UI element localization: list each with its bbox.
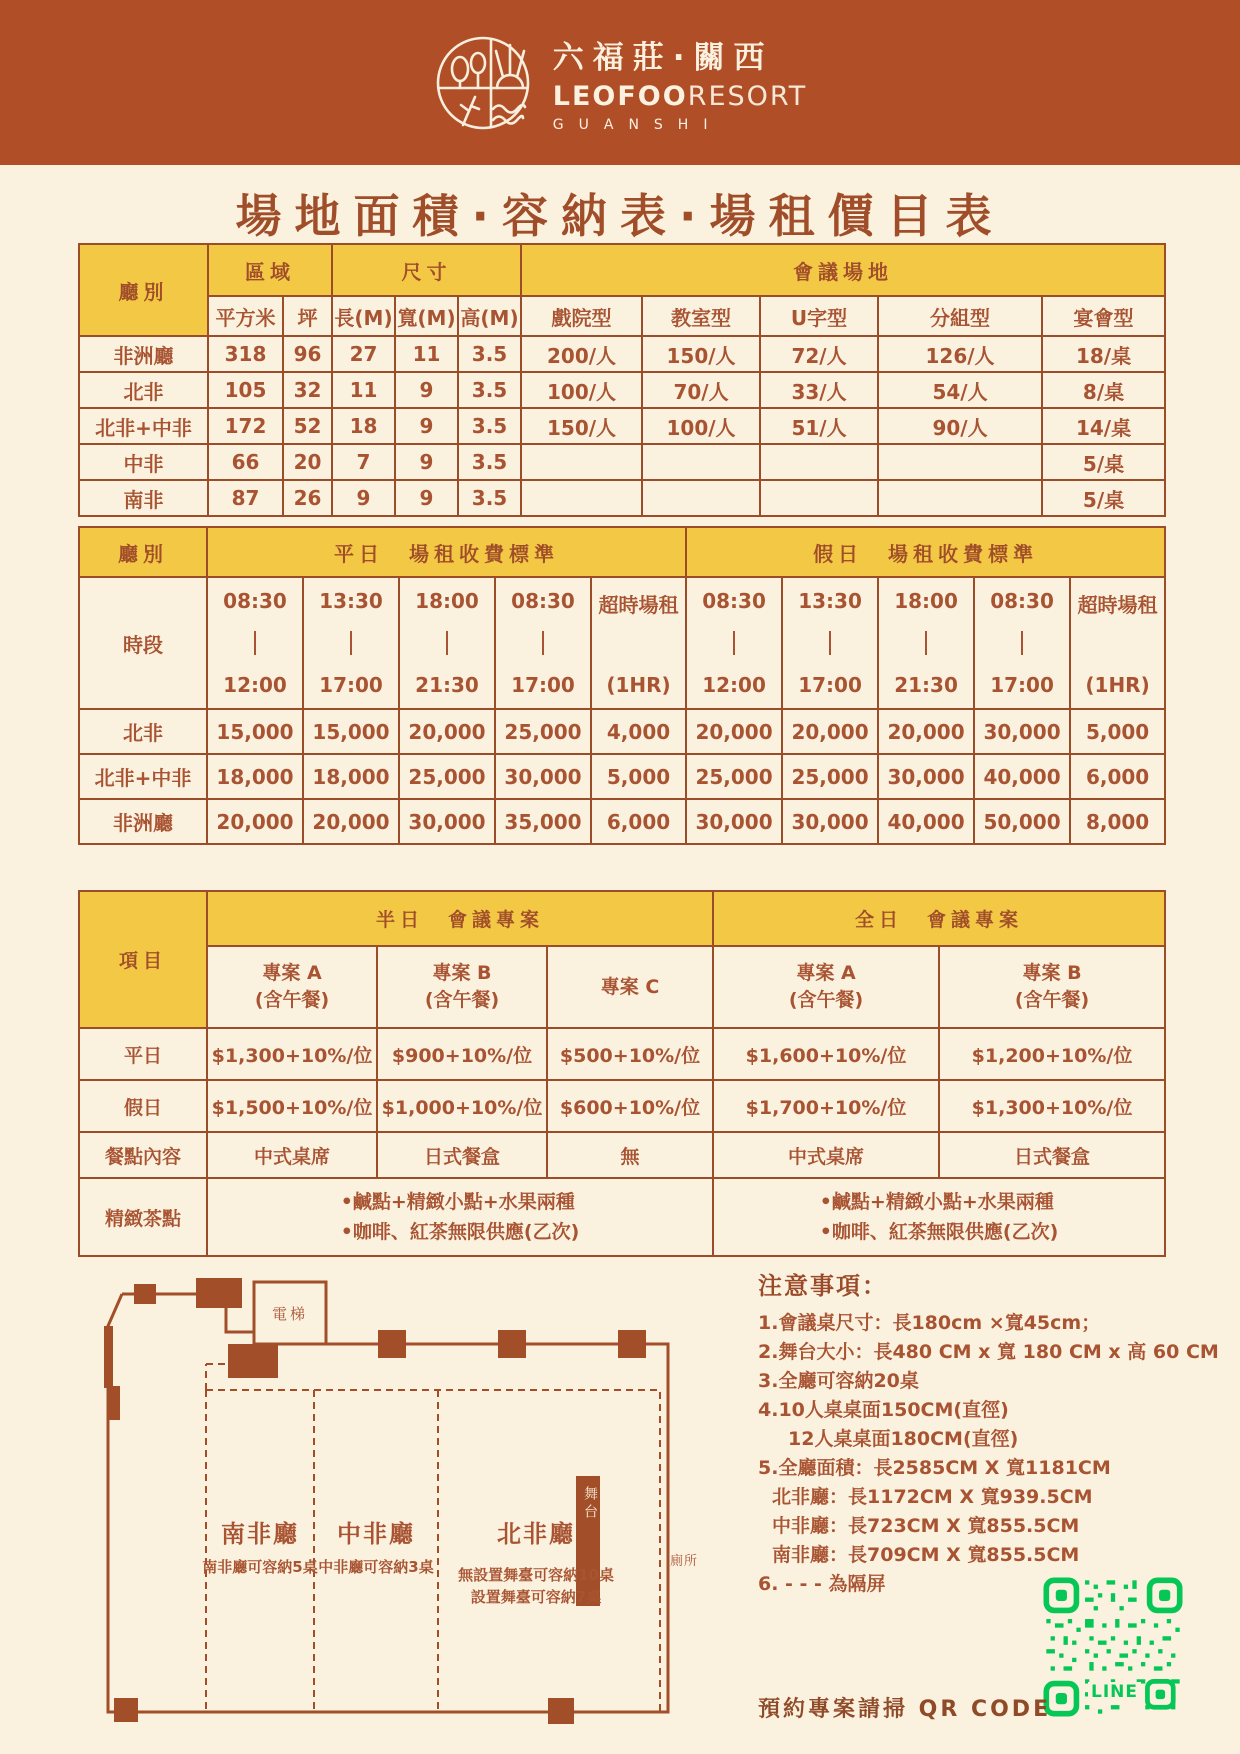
table-cell: 27 <box>332 336 395 372</box>
table-cell: 32 <box>283 372 332 408</box>
plan-header <box>547 946 713 1028</box>
table-cell: 18,000 <box>303 754 399 799</box>
table-cell: 150/人 <box>642 336 760 372</box>
tea-line: •鹹點+精緻小點+水果兩種 <box>819 1191 1054 1213</box>
table-cell: 5,000 <box>1070 709 1165 754</box>
note-item: 4.10人桌桌面150CM(直徑) <box>758 1399 1009 1421</box>
table-cell: 3.5 <box>458 408 521 444</box>
row-label: 假日 <box>79 1080 207 1132</box>
note-item: 3.全廳可容納20桌 <box>758 1370 919 1392</box>
table-cell: $600+10%/位 <box>547 1080 713 1132</box>
slot-end: 21:30 <box>415 673 479 697</box>
column-header: 教室型 <box>642 296 760 336</box>
capacity-hall-header: 廳別 <box>79 244 208 336</box>
note-item: 12人桌桌面180CM(直徑) <box>788 1428 1019 1450</box>
table-cell: 日式餐盒 <box>377 1132 547 1178</box>
resort-logo <box>433 32 807 133</box>
plan-header <box>207 946 377 1028</box>
row-label: 平日 <box>79 1028 207 1080</box>
table-cell: 30,000 <box>495 754 591 799</box>
resort-name-en <box>553 81 807 112</box>
table-cell: 25,000 <box>495 709 591 754</box>
column-header: 平方米 <box>208 296 283 336</box>
slot-end: 21:30 <box>894 673 958 697</box>
table-cell: 9 <box>395 444 458 480</box>
capacity-group-area: 區域 <box>208 244 332 296</box>
table-cell <box>760 444 878 480</box>
row-label: 北非+中非 <box>79 408 208 444</box>
rental-hall-header: 廳別 <box>79 527 207 577</box>
rental-fee-table <box>78 526 1166 845</box>
room-north-africa-capacity-2: 設置舞臺可容納7桌 <box>470 1588 602 1606</box>
notes-title: 注意事項： <box>758 1272 888 1300</box>
plan-note: (含午餐) <box>788 989 864 1011</box>
table-cell: 20,000 <box>878 709 974 754</box>
table-cell: 5,000 <box>591 754 686 799</box>
table-cell: 15,000 <box>303 709 399 754</box>
resort-name-en-light: RESORT <box>687 81 808 112</box>
table-cell: 11 <box>332 372 395 408</box>
table-cell: 50,000 <box>974 799 1070 844</box>
row-label: 非洲廳 <box>79 336 208 372</box>
table-cell: 40,000 <box>974 754 1070 799</box>
table-cell: 9 <box>395 372 458 408</box>
table-cell: 33/人 <box>760 372 878 408</box>
table-cell: 105 <box>208 372 283 408</box>
table-row <box>79 1178 1165 1256</box>
table-cell: 無 <box>547 1132 713 1178</box>
table-cell: 3.5 <box>458 480 521 516</box>
row-label: 餐點內容 <box>79 1132 207 1178</box>
booking-cta: 預約專案請掃 QR CODE <box>758 1697 1052 1722</box>
table-row <box>79 408 1165 444</box>
table-cell: 35,000 <box>495 799 591 844</box>
table-cell: 172 <box>208 408 283 444</box>
slot-divider <box>350 631 352 655</box>
slot-end: 12:00 <box>702 673 766 697</box>
slot-end: 12:00 <box>223 673 287 697</box>
slot-start: 13:30 <box>319 589 383 613</box>
table-cell: 200/人 <box>521 336 642 372</box>
slot-start: 18:00 <box>894 589 958 613</box>
time-slot <box>878 577 974 709</box>
table-row <box>79 372 1165 408</box>
capacity-group-meeting: 會議場地 <box>521 244 1165 296</box>
table-cell: 9 <box>395 480 458 516</box>
table-cell: 90/人 <box>878 408 1042 444</box>
slot-start: 08:30 <box>990 589 1054 613</box>
table-row <box>79 336 1165 372</box>
plan-header <box>377 946 547 1028</box>
table-cell: 52 <box>283 408 332 444</box>
table-cell <box>642 480 760 516</box>
plan-name: 專案 B <box>1022 962 1082 984</box>
capacity-group-size: 尺寸 <box>332 244 521 296</box>
row-label: 中非 <box>79 444 208 480</box>
row-label: 北非 <box>79 709 207 754</box>
overtime-top: 超時場租 <box>598 593 679 617</box>
time-slot <box>782 577 878 709</box>
table-cell: 70/人 <box>642 372 760 408</box>
table-cell: 25,000 <box>686 754 782 799</box>
room-central-africa: 中非廳 <box>337 1520 415 1548</box>
table-cell <box>878 480 1042 516</box>
table-cell: 中式桌席 <box>207 1132 377 1178</box>
table-cell <box>521 480 642 516</box>
table-row <box>79 709 1165 754</box>
elevator-label: 電梯 <box>271 1304 308 1323</box>
table-cell: 25,000 <box>399 754 495 799</box>
table-cell <box>642 444 760 480</box>
table-cell: $1,300+10%/位 <box>207 1028 377 1080</box>
table-cell: 18/桌 <box>1042 336 1165 372</box>
table-cell <box>521 444 642 480</box>
tea-line: •咖啡、紅茶無限供應(乙次) <box>340 1221 580 1243</box>
column-header: 長(M) <box>332 296 395 336</box>
table-cell: 9 <box>395 408 458 444</box>
header-band <box>0 0 1240 165</box>
table-cell: 100/人 <box>642 408 760 444</box>
room-north-africa: 北非廳 <box>497 1520 575 1548</box>
slot-start: 08:30 <box>511 589 575 613</box>
slot-end: 17:00 <box>798 673 862 697</box>
table-cell: 8,000 <box>1070 799 1165 844</box>
room-central-africa-capacity: 中非廳可容納3桌 <box>318 1558 434 1576</box>
table-row <box>79 1080 1165 1132</box>
table-cell: $1,500+10%/位 <box>207 1080 377 1132</box>
column-header: 高(M) <box>458 296 521 336</box>
room-south-africa: 南非廳 <box>221 1520 299 1548</box>
slot-end: 17:00 <box>319 673 383 697</box>
overtime-header <box>1070 577 1165 709</box>
note-item: 5.全廳面積：長2585CM X 寬1181CM <box>758 1457 1111 1479</box>
table-cell: 72/人 <box>760 336 878 372</box>
table-cell: 7 <box>332 444 395 480</box>
slot-divider <box>1021 631 1023 655</box>
table-cell: 20,000 <box>399 709 495 754</box>
tea-line: •咖啡、紅茶無限供應(乙次) <box>819 1221 1059 1243</box>
table-cell: 9 <box>332 480 395 516</box>
slot-start: 08:30 <box>702 589 766 613</box>
overtime-header <box>591 577 686 709</box>
table-cell: 51/人 <box>760 408 878 444</box>
item-header: 項目 <box>79 891 207 1028</box>
tea-detail-halfday <box>207 1178 713 1256</box>
overtime-bottom: (1HR) <box>606 673 671 697</box>
slot-divider <box>829 631 831 655</box>
table-cell: 11 <box>395 336 458 372</box>
note-item: 1.會議桌尺寸：長180cm ×寬45cm； <box>758 1312 1101 1334</box>
table-cell: $1,700+10%/位 <box>713 1080 939 1132</box>
column-header: U字型 <box>760 296 878 336</box>
column-header: 寬(M) <box>395 296 458 336</box>
page-title: 場地面積·容納表·場租價目表 <box>235 189 1005 243</box>
floor-plan <box>78 1268 738 1738</box>
table-cell: 15,000 <box>207 709 303 754</box>
table-cell <box>760 480 878 516</box>
line-qr-code <box>1042 1576 1184 1718</box>
time-slot <box>495 577 591 709</box>
table-cell: 20,000 <box>207 799 303 844</box>
table-cell: 30,000 <box>974 709 1070 754</box>
table-row <box>79 1028 1165 1080</box>
table-cell: 5/桌 <box>1042 444 1165 480</box>
table-cell: 6,000 <box>1070 754 1165 799</box>
resort-logo-text <box>553 32 807 133</box>
slot-divider <box>925 631 927 655</box>
time-slot <box>303 577 399 709</box>
overtime-bottom: (1HR) <box>1085 673 1150 697</box>
time-slot <box>686 577 782 709</box>
weekend-header: 假日 場租收費標準 <box>686 527 1165 577</box>
resort-logo-icon <box>433 33 533 133</box>
table-cell: 20,000 <box>303 799 399 844</box>
note-item: 南非廳：長709CM X 寬855.5CM <box>772 1544 1080 1566</box>
stage-label: 舞台 <box>582 1486 598 1522</box>
table-cell: 3.5 <box>458 372 521 408</box>
tea-line: •鹹點+精緻小點+水果兩種 <box>340 1191 575 1213</box>
plan-name: 專案 B <box>432 962 492 984</box>
column-header: 宴會型 <box>1042 296 1165 336</box>
table-cell: 6,000 <box>591 799 686 844</box>
table-cell: 87 <box>208 480 283 516</box>
column-header: 分組型 <box>878 296 1042 336</box>
table-cell: 18 <box>332 408 395 444</box>
table-cell: 20,000 <box>782 709 878 754</box>
column-header: 坪 <box>283 296 332 336</box>
table-cell: 100/人 <box>521 372 642 408</box>
overtime-top: 超時場租 <box>1077 593 1158 617</box>
table-cell: 20 <box>283 444 332 480</box>
note-item: 6. - - - 為隔屏 <box>758 1573 886 1595</box>
plan-header <box>713 946 939 1028</box>
slot-end: 17:00 <box>990 673 1054 697</box>
table-cell: 30,000 <box>686 799 782 844</box>
table-cell: 40,000 <box>878 799 974 844</box>
table-cell: 14/桌 <box>1042 408 1165 444</box>
row-label: 北非 <box>79 372 208 408</box>
time-slot <box>974 577 1070 709</box>
slot-start: 08:30 <box>223 589 287 613</box>
table-cell: 54/人 <box>878 372 1042 408</box>
note-item: 中非廳：長723CM X 寬855.5CM <box>772 1515 1080 1537</box>
table-cell: 5/桌 <box>1042 480 1165 516</box>
table-cell: 3.5 <box>458 444 521 480</box>
table-cell: 18,000 <box>207 754 303 799</box>
note-item: 2.舞台大小：長480 CM x 寬 180 CM x 高 60 CM <box>758 1341 1219 1363</box>
table-cell: $500+10%/位 <box>547 1028 713 1080</box>
table-cell: 26 <box>283 480 332 516</box>
table-cell: 4,000 <box>591 709 686 754</box>
table-cell: 25,000 <box>782 754 878 799</box>
slot-divider <box>542 631 544 655</box>
time-label: 時段 <box>79 577 207 709</box>
table-cell: 126/人 <box>878 336 1042 372</box>
table-row <box>79 444 1165 480</box>
resort-name-sub: GUANSHI <box>552 117 723 133</box>
package-table <box>78 890 1166 1257</box>
room-north-africa-capacity-1: 無設置舞臺可容納10桌 <box>458 1566 614 1584</box>
table-cell: 30,000 <box>782 799 878 844</box>
plan-note: (含午餐) <box>424 989 500 1011</box>
table-row <box>79 799 1165 844</box>
table-cell: 日式餐盒 <box>939 1132 1165 1178</box>
row-label: 南非 <box>79 480 208 516</box>
half-day-header: 半日 會議專案 <box>207 891 713 946</box>
capacity-table <box>78 243 1166 517</box>
table-cell: $1,600+10%/位 <box>713 1028 939 1080</box>
table-row <box>79 480 1165 516</box>
weekday-header: 平日 場租收費標準 <box>207 527 686 577</box>
slot-divider <box>446 631 448 655</box>
resort-name-cn: 六福莊·關西 <box>552 40 774 76</box>
table-cell: 150/人 <box>521 408 642 444</box>
note-item: 北非廳：長1172CM X 寬939.5CM <box>772 1486 1093 1508</box>
row-label: 精緻茶點 <box>79 1178 207 1256</box>
table-cell: 30,000 <box>878 754 974 799</box>
table-cell: 3.5 <box>458 336 521 372</box>
table-row <box>79 1132 1165 1178</box>
table-cell: 20,000 <box>686 709 782 754</box>
tea-detail-fullday <box>713 1178 1165 1256</box>
room-south-africa-capacity: 南非廳可容納5桌 <box>202 1558 318 1576</box>
plan-header <box>939 946 1165 1028</box>
slot-end: 17:00 <box>511 673 575 697</box>
slot-divider <box>254 631 256 655</box>
line-logo-text: LINE <box>1088 1682 1141 1702</box>
plan-note: (含午餐) <box>1014 989 1090 1011</box>
table-cell <box>878 444 1042 480</box>
table-row <box>79 754 1165 799</box>
slot-divider <box>733 631 735 655</box>
plan-note: (含午餐) <box>254 989 330 1011</box>
slot-start: 13:30 <box>798 589 862 613</box>
slot-start: 18:00 <box>415 589 479 613</box>
table-cell: $900+10%/位 <box>377 1028 547 1080</box>
table-cell: $1,200+10%/位 <box>939 1028 1165 1080</box>
full-day-header: 全日 會議專案 <box>713 891 1165 946</box>
table-cell: 中式桌席 <box>713 1132 939 1178</box>
table-cell: 96 <box>283 336 332 372</box>
restroom-label: 廁所 <box>670 1554 699 1569</box>
row-label: 北非+中非 <box>79 754 207 799</box>
floor-plan-drawing <box>78 1268 738 1738</box>
row-label: 非洲廳 <box>79 799 207 844</box>
column-header: 戲院型 <box>521 296 642 336</box>
plan-name: 專案 A <box>262 962 322 984</box>
time-slot <box>207 577 303 709</box>
time-slot <box>399 577 495 709</box>
notes-section <box>758 1266 1219 1599</box>
resort-name-en-bold: LEOFOO <box>552 81 688 112</box>
table-cell: $1,300+10%/位 <box>939 1080 1165 1132</box>
table-cell: 318 <box>208 336 283 372</box>
table-cell: 66 <box>208 444 283 480</box>
plan-name: 專案 C <box>600 975 660 998</box>
table-cell: $1,000+10%/位 <box>377 1080 547 1132</box>
table-cell: 30,000 <box>399 799 495 844</box>
table-cell: 8/桌 <box>1042 372 1165 408</box>
plan-name: 專案 A <box>796 962 856 984</box>
